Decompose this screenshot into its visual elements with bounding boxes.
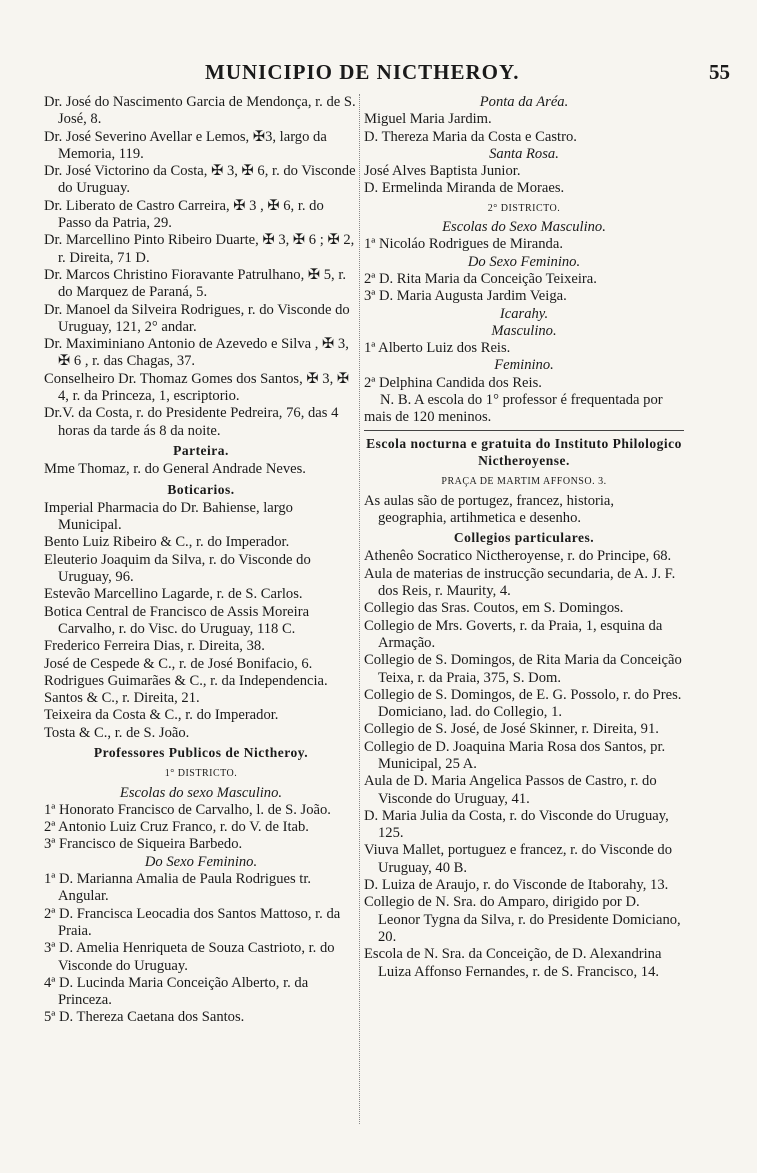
list-item: 2ª D. Rita Maria da Conceição Teixeira. xyxy=(364,270,597,287)
address-label: PRAÇA DE MARTIM AFFONSO. 3. xyxy=(441,476,607,488)
list-item: Dr. Maximiniano Antonio de Azevedo e Silva , ✠ 3, ✠ 6 , r. das Chagas, 37. xyxy=(44,336,349,370)
page-header xyxy=(40,60,730,94)
subsection-heading: Masculino. xyxy=(491,322,557,339)
subsection-heading: Escolas do Sexo Masculino. xyxy=(442,219,606,236)
list-item: 1ª Honorato Francisco de Carvalho, l. de S. João. xyxy=(44,801,331,818)
list-item: D. Thereza Maria da Costa e Castro. xyxy=(364,128,577,145)
list-item: Collegio de D. Joaquina Maria Rosa dos Santos, pr. Municipal, 25 A. xyxy=(364,738,666,772)
list-item: Santos & C., r. Direita, 21. xyxy=(44,690,200,707)
list-item: Dr. Marcellino Pinto Ribeiro Duarte, ✠ 3, ✠ 6 ; ✠ 2, r. Direita, 71 D. xyxy=(44,232,355,266)
divider-line xyxy=(364,430,684,431)
list-item: 3ª D. Amelia Henriqueta de Souza Castrioto, r. do Visconde do Uruguay. xyxy=(44,940,335,974)
list-item: Teixeira da Costa & C., r. do Imperador. xyxy=(44,707,279,724)
list-item: Viuva Mallet, portuguez e francez, r. do Visconde do Uruguay, 40 B. xyxy=(364,842,672,876)
subsection-heading: Ponta da Aréa. xyxy=(479,94,569,110)
list-item: 1ª D. Marianna Amalia de Paula Rodrigues tr. Angular. xyxy=(44,871,312,905)
section-heading-escola-nocturna: Escola nocturna e gratuita do Instituto Philologico Nictheroyense. xyxy=(366,435,682,468)
list-item: Mme Thomaz, r. do General Andrade Neves. xyxy=(44,461,306,478)
list-item: Frederico Ferreira Dias, r. Direita, 38. xyxy=(44,638,265,655)
list-item: 5ª D. Thereza Caetana dos Santos. xyxy=(44,1009,245,1026)
column-divider xyxy=(359,94,361,1124)
list-item: As aulas são de portugez, francez, historia, geographia, artihmetica e desenho. xyxy=(364,492,615,526)
list-item: Escola de N. Sra. da Conceição, de D. Alexandrina Luiza Affonso Fernandes, r. de S. Francisco, 14. xyxy=(364,946,662,980)
section-heading-collegios: Collegios particulares. xyxy=(453,530,595,546)
list-item: Dr.V. da Costa, r. do Presidente Pedreira, 76, das 4 horas da tarde ás 8 da noite. xyxy=(44,405,339,439)
left-column xyxy=(44,94,358,1027)
list-item: Bento Luiz Ribeiro & C., r. do Imperador. xyxy=(44,534,290,551)
list-item: Aula de D. Maria Angelica Passos de Castro, r. do Visconde do Uruguay, 41. xyxy=(364,773,657,807)
subsection-heading: Santa Rosa. xyxy=(489,145,559,162)
list-item: 2ª D. Francisca Leocadia dos Santos Mattoso, r. da Praia. xyxy=(44,905,341,939)
subsection-heading: Icarahy. xyxy=(499,305,549,322)
list-item: José de Cespede & C., r. de José Bonifacio, 6. xyxy=(44,655,313,672)
list-item: Aula de materias de instrucção secundaria, de A. J. F. dos Reis, r. Maurity, 4. xyxy=(364,565,676,600)
section-heading-parteira: Parteira. xyxy=(173,442,229,458)
list-item: Dr. Manoel da Silveira Rodrigues, r. do Visconde do Uruguay, 121, 2° andar. xyxy=(44,301,350,335)
subsection-heading: Do Sexo Feminino. xyxy=(144,853,258,870)
list-item: José Alves Baptista Junior. xyxy=(364,163,521,180)
list-item: Collegio de S. José, de José Skinner, r. Direita, 91. xyxy=(364,721,659,738)
list-item: 3ª D. Maria Augusta Jardim Veiga. xyxy=(364,288,567,305)
list-item: D. Luiza de Araujo, r. do Visconde de Itaborahy, 13. xyxy=(364,877,669,894)
subsection-heading: Feminino. xyxy=(494,357,554,374)
section-heading-boticarios: Boticarios. xyxy=(167,481,235,497)
list-item: Collegio de S. Domingos, de Rita Maria da Conceição Teixa, r. da Praia, 375, S. Dom. xyxy=(364,652,682,686)
subsection-heading: Do Sexo Feminino. xyxy=(467,253,581,270)
list-item: 2ª Antonio Luiz Cruz Franco, r. do V. de Itab. xyxy=(44,819,309,836)
subsection-heading: Escolas do sexo Masculino. xyxy=(119,784,283,801)
list-item: Dr. Liberato de Castro Carreira, ✠ 3 , ✠ 6, r. do Passo da Patria, 29. xyxy=(44,197,324,232)
section-heading-professores: Professores Publicos de Nictheroy. xyxy=(93,744,309,760)
list-item: Conselheiro Dr. Thomaz Gomes dos Santos, ✠ 3, ✠ 4, r. da Princeza, 1, escriptorio. xyxy=(44,370,350,405)
note: N. B. A escola do 1° professor é frequentada por mais de 120 meninos. xyxy=(364,392,663,426)
district-label: 2° DISTRICTO. xyxy=(487,202,561,214)
list-item: 1ª Nicoláo Rodrigues de Miranda. xyxy=(364,236,563,253)
list-item: Dr. José Victorino da Costa, ✠ 3, ✠ 6, r. do Visconde do Uruguay. xyxy=(44,163,356,197)
list-item: Botica Central de Francisco de Assis Moreira Carvalho, r. do Visc. do Uruguay, 118 C. xyxy=(44,603,310,637)
list-item: Dr. José do Nascimento Garcia de Mendonça, r. de S. José, 8. xyxy=(44,94,356,128)
page-title: MUNICIPIO DE NICTHEROY. xyxy=(205,60,520,84)
list-item: Miguel Maria Jardim. xyxy=(364,111,492,128)
list-item: Dr. José Severino Avellar e Lemos, ✠3, largo da Memoria, 119. xyxy=(44,128,327,162)
list-item: Tosta & C., r. de S. João. xyxy=(44,724,190,741)
list-item: D. Maria Julia da Costa, r. do Visconde do Uruguay, 125. xyxy=(364,807,669,842)
district-label: 1° DISTRICTO. xyxy=(164,768,238,780)
list-item: 3ª Francisco de Siqueira Barbedo. xyxy=(44,836,243,853)
list-item: Collegio de S. Domingos, de E. G. Possolo, r. do Pres. Domiciano, lad. do Collegio, 1. xyxy=(364,686,682,721)
list-item: 2ª Delphina Candida dos Reis. xyxy=(364,374,542,391)
right-column xyxy=(364,94,684,981)
list-item: Rodrigues Guimarães & C., r. da Independencia. xyxy=(44,672,328,689)
list-item: Estevão Marcellino Lagarde, r. de S. Carlos. xyxy=(44,586,303,603)
list-item: Imperial Pharmacia do Dr. Bahiense, largo Municipal. xyxy=(44,499,293,534)
list-item: 4ª D. Lucinda Maria Conceição Alberto, r. da Princeza. xyxy=(44,974,309,1009)
list-item: D. Ermelinda Miranda de Moraes. xyxy=(364,180,565,197)
list-item: 1ª Alberto Luiz dos Reis. xyxy=(364,340,511,357)
list-item: Eleuterio Joaquim da Silva, r. do Visconde do Uruguay, 96. xyxy=(44,551,311,586)
list-item: Athenêo Socratico Nictheroyense, r. do Principe, 68. xyxy=(364,548,672,565)
list-item: Collegio de N. Sra. do Amparo, dirigido por D. Leonor Tygna da Silva, r. do Presidente Domiciano, 20. xyxy=(364,894,681,945)
list-item: Dr. Marcos Christino Fioravante Patrulhano, ✠ 5, r. do Marquez de Paraná, 5. xyxy=(44,266,347,301)
list-item: Collegio das Sras. Coutos, em S. Domingos. xyxy=(364,600,624,617)
page-number: 55 xyxy=(709,60,730,84)
list-item: Collegio de Mrs. Goverts, r. da Praia, 1, esquina da Armação. xyxy=(364,617,663,651)
